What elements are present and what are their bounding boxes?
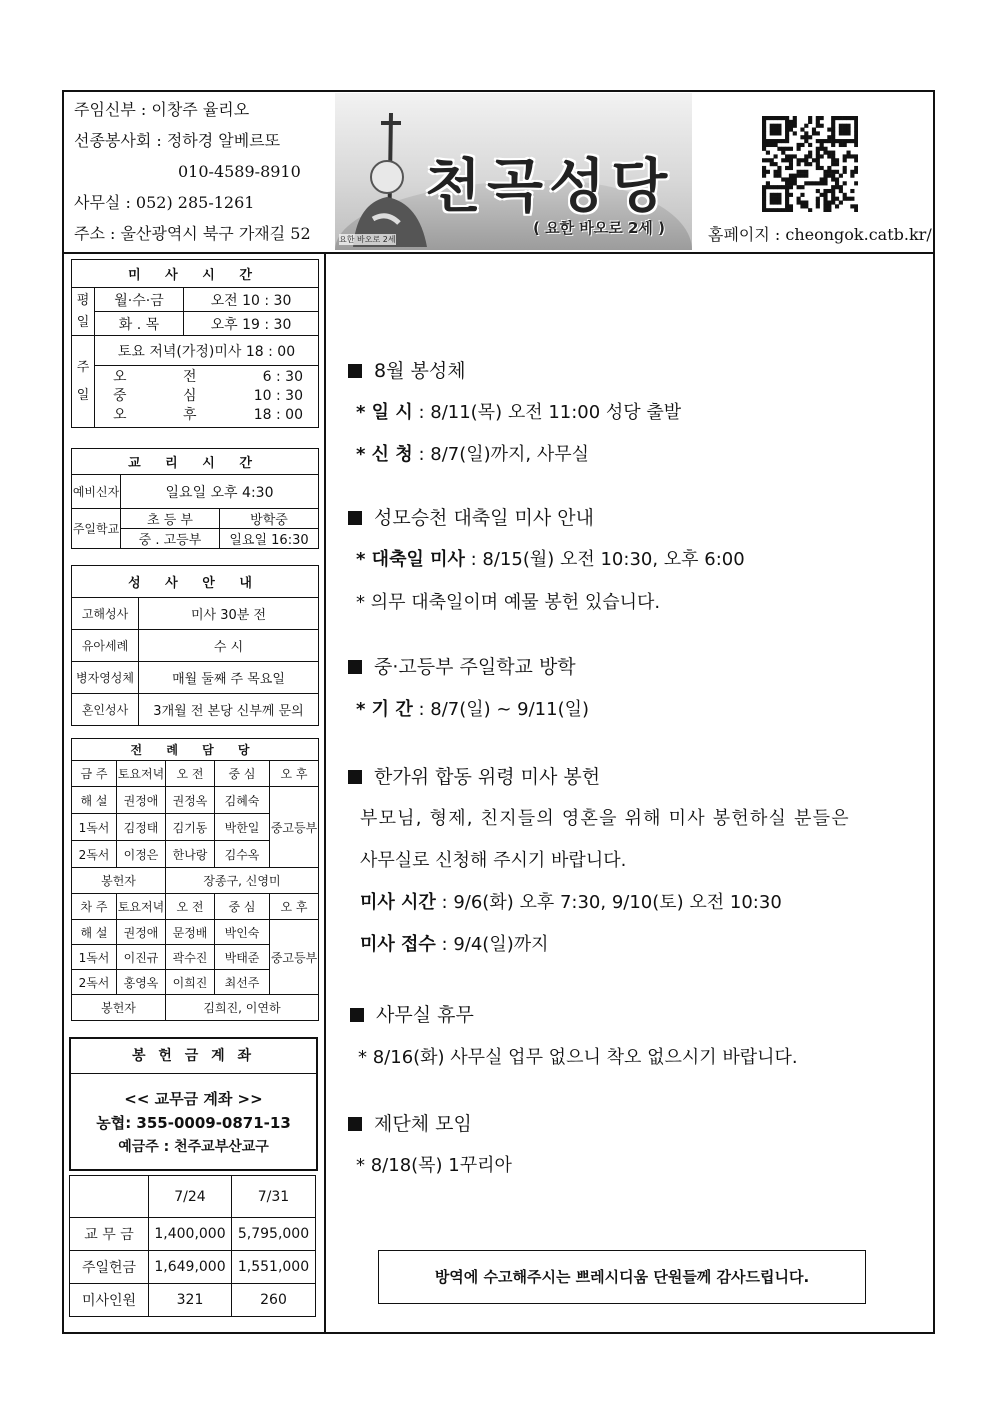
week1-name: 권정애 — [117, 787, 166, 814]
week2-role: 해 설 — [72, 920, 117, 945]
notice-office-title — [350, 1000, 474, 1027]
square-bullet-icon — [348, 364, 362, 378]
finance-label: 교 무 금 — [70, 1218, 149, 1251]
sunday-3a: 오 — [113, 407, 127, 423]
elementary-status: 방학중 — [220, 509, 319, 529]
sunday-3b: 후 — [183, 407, 197, 423]
finance-corner — [70, 1176, 149, 1218]
finance-value: 1,551,000 — [232, 1251, 316, 1284]
week1-head-0: 금 주 — [72, 761, 117, 787]
week1-name: 권정옥 — [166, 787, 215, 814]
line-text: : 8/7(일) ~ 9/11(일) — [412, 699, 590, 720]
weekday-days-1: 월·수·금 — [95, 288, 184, 312]
week1-head-1: 토요저녁 — [117, 761, 166, 787]
week1-head-3: 중 심 — [215, 761, 270, 787]
week1-name: 김수옥 — [215, 841, 270, 868]
notice-assumption-note: * 의무 대축일이며 예물 봉헌 있습니다. — [356, 592, 661, 613]
notice-communion-date — [356, 398, 681, 424]
office-phone: 사무실 : 052) 285-1261 — [74, 193, 255, 212]
week1-afternoon: 중고등부 — [270, 787, 319, 868]
catechumen-time: 일요일 오후 4:30 — [121, 475, 319, 509]
mass-times-table — [71, 259, 319, 428]
finance-date-2: 7/31 — [232, 1176, 316, 1218]
finance-label: 주일헌금 — [70, 1251, 149, 1284]
sacraments-title: 성 사 안 내 — [72, 566, 319, 598]
photo-caption: 요한 바오로 2세 — [339, 235, 396, 244]
line-text: : 8/11(목) 오전 11:00 성당 출발 — [412, 402, 682, 423]
notice-assumption-mass — [356, 545, 745, 571]
notice-school-period — [356, 695, 589, 721]
sacrament-value: 매월 둘째 주 목요일 — [139, 662, 319, 694]
weekday-days-2: 화 . 목 — [95, 312, 184, 336]
week1-name: 한나랑 — [166, 841, 215, 868]
line-label: * 일 시 — [356, 402, 413, 423]
notice-title-text: 한가위 합동 위령 미사 봉헌 — [374, 766, 601, 788]
notice-title-text: 8월 봉성체 — [374, 360, 466, 382]
notice-office-body: * 8/16(화) 사무실 업무 없으니 착오 없으시기 바랍니다. — [358, 1047, 798, 1068]
finance-value: 5,795,000 — [232, 1218, 316, 1251]
notice-memorial-body-1: 부모님, 형제, 친지들의 영혼을 위해 미사 봉헌하실 분들은 — [360, 808, 850, 829]
week2-head-4: 오 후 — [270, 894, 319, 920]
council-line: 선종봉사회 : 정하경 알베르또 — [74, 131, 281, 150]
finance-value: 260 — [232, 1284, 316, 1317]
weekday-time-1: 오전 10 : 30 — [184, 288, 319, 312]
qr-code-icon[interactable] — [762, 116, 858, 212]
weekday-label: 평일 — [72, 288, 95, 336]
middle-high-label: 중 . 고등부 — [121, 529, 220, 549]
week2-offering-label: 봉헌자 — [72, 995, 166, 1021]
account-title: 봉 헌 금 계 좌 — [71, 1039, 316, 1074]
sacrament-name: 고해성사 — [72, 598, 139, 630]
notice-assumption-title — [348, 503, 594, 530]
square-bullet-icon — [348, 1117, 362, 1131]
notice-title-text: 성모승천 대축일 미사 안내 — [374, 507, 595, 529]
finance-value: 1,649,000 — [149, 1251, 232, 1284]
week1-name: 김혜숙 — [215, 787, 270, 814]
sunday-school-label: 주일학교 — [72, 509, 121, 549]
week2-offering: 김희진, 이연하 — [166, 995, 319, 1021]
week2-name: 이희진 — [166, 970, 215, 995]
week2-name: 박태준 — [215, 945, 270, 970]
notice-groups-title — [348, 1109, 472, 1136]
church-title: 천곡성당 — [425, 152, 674, 220]
liturgy-table — [71, 738, 319, 1021]
square-bullet-icon — [350, 1008, 364, 1022]
line-text: : 9/4(일)까지 — [435, 934, 549, 955]
thanks-box: 방역에 수고해주시는 쁘레시디움 단원들께 감사드립니다. — [378, 1250, 866, 1304]
notice-memorial-body-2: 사무실로 신청해 주시기 바랍니다. — [360, 850, 627, 871]
week2-name: 권정애 — [117, 920, 166, 945]
notice-title-text: 중·고등부 주일학교 방학 — [374, 656, 576, 678]
line-text: : 9/6(화) 오후 7:30, 9/10(토) 오전 10:30 — [435, 892, 782, 913]
notice-groups-body: * 8/18(목) 1꾸리아 — [356, 1155, 512, 1176]
sunday-1b: 전 — [183, 369, 197, 385]
liturgy-title: 전 례 담 당 — [72, 739, 319, 761]
sacrament-value: 미사 30분 전 — [139, 598, 319, 630]
address-line: 주소 : 울산광역시 북구 가재길 52 — [74, 224, 311, 243]
homepage-link[interactable]: 홈페이지 : cheongok.catb.kr/ — [708, 225, 932, 244]
notice-memorial-deadline — [360, 930, 549, 956]
week2-head-2: 오 전 — [166, 894, 215, 920]
sacrament-name: 유아세례 — [72, 630, 139, 662]
week2-name: 홍영옥 — [117, 970, 166, 995]
sunday-mass-list — [95, 366, 319, 428]
saturday-mass: 토요 저녁(가정)미사 18 : 00 — [95, 336, 319, 366]
week2-afternoon: 중고등부 — [270, 920, 319, 995]
pope-figure-icon — [343, 107, 433, 247]
week1-role: 해 설 — [72, 787, 117, 814]
sacraments-table — [71, 565, 319, 726]
account-holder: 예금주 : 천주교부산교구 — [118, 1139, 269, 1155]
notice-memorial-time — [360, 888, 782, 914]
sacrament-value: 수 시 — [139, 630, 319, 662]
week1-head-2: 오 전 — [166, 761, 215, 787]
week2-role: 2독서 — [72, 970, 117, 995]
mass-times-title: 미 사 시 간 — [72, 260, 319, 288]
notice-communion-title — [348, 356, 466, 383]
sacrament-name: 병자영성체 — [72, 662, 139, 694]
finance-label: 미사인원 — [70, 1284, 149, 1317]
account-line1: << 교무금 계좌 >> — [124, 1090, 263, 1108]
catechism-title: 교 리 시 간 — [72, 449, 319, 475]
week1-name: 박한일 — [215, 814, 270, 841]
week2-name: 최선주 — [215, 970, 270, 995]
pastor-line: 주임신부 : 이창주 율리오 — [74, 100, 250, 119]
council-phone: 010-4589-8910 — [178, 162, 301, 181]
finance-table — [69, 1175, 316, 1317]
finance-value: 1,400,000 — [149, 1218, 232, 1251]
finance-date-1: 7/24 — [149, 1176, 232, 1218]
catechumen-label: 예비신자 — [72, 475, 121, 509]
notice-school-title — [348, 652, 576, 679]
column-divider — [324, 252, 326, 1334]
week2-name: 박인숙 — [215, 920, 270, 945]
week2-role: 1독서 — [72, 945, 117, 970]
account-number: 농협: 355-0009-0871-13 — [96, 1114, 291, 1132]
elementary-label: 초 등 부 — [121, 509, 220, 529]
catechism-table — [71, 448, 319, 549]
line-label: * 대축일 미사 — [356, 549, 465, 570]
week1-head-4: 오 후 — [270, 761, 319, 787]
account-box — [69, 1037, 318, 1171]
week1-offering-label: 봉헌자 — [72, 868, 166, 894]
church-subtitle: ( 요한 바오로 2세 ) — [533, 219, 665, 237]
sacrament-value: 3개월 전 본당 신부께 문의 — [139, 694, 319, 726]
header-divider — [62, 252, 935, 254]
weekday-time-2: 오후 19 : 30 — [184, 312, 319, 336]
square-bullet-icon — [348, 660, 362, 674]
week2-name: 곽수진 — [166, 945, 215, 970]
notice-title-text: 사무실 휴무 — [376, 1004, 474, 1026]
sunday-2t: 10 : 30 — [253, 388, 303, 404]
sunday-1a: 오 — [113, 369, 127, 385]
sunday-label: 주일 — [72, 336, 95, 428]
sunday-1t: 6 : 30 — [262, 369, 303, 385]
week2-name: 이진규 — [117, 945, 166, 970]
notice-title-text: 제단체 모임 — [374, 1113, 472, 1135]
sacrament-name: 혼인성사 — [72, 694, 139, 726]
middle-high-time: 일요일 16:30 — [220, 529, 319, 549]
line-text: : 8/15(월) 오전 10:30, 오후 6:00 — [464, 549, 745, 570]
notice-memorial-title — [348, 762, 600, 789]
week1-offering: 장종구, 신영미 — [166, 868, 319, 894]
week1-name: 이정은 — [117, 841, 166, 868]
sunday-3t: 18 : 00 — [253, 407, 303, 423]
week1-role: 1독서 — [72, 814, 117, 841]
week1-name: 김기동 — [166, 814, 215, 841]
week1-name: 김정태 — [117, 814, 166, 841]
line-text: : 8/7(일)까지, 사무실 — [412, 444, 590, 465]
line-label: 미사 접수 — [360, 934, 436, 955]
sunday-2a: 중 — [113, 388, 127, 404]
finance-value: 321 — [149, 1284, 232, 1317]
line-label: 미사 시간 — [360, 892, 436, 913]
week2-head-3: 중 심 — [215, 894, 270, 920]
square-bullet-icon — [348, 770, 362, 784]
church-banner — [335, 93, 692, 250]
notice-communion-apply — [356, 440, 589, 466]
sunday-2b: 심 — [183, 388, 197, 404]
line-label: * 신 청 — [356, 444, 413, 465]
week2-head-1: 토요저녁 — [117, 894, 166, 920]
week1-role: 2독서 — [72, 841, 117, 868]
line-label: * 기 간 — [356, 699, 413, 720]
week2-head-0: 차 주 — [72, 894, 117, 920]
square-bullet-icon — [348, 511, 362, 525]
week2-name: 문정배 — [166, 920, 215, 945]
